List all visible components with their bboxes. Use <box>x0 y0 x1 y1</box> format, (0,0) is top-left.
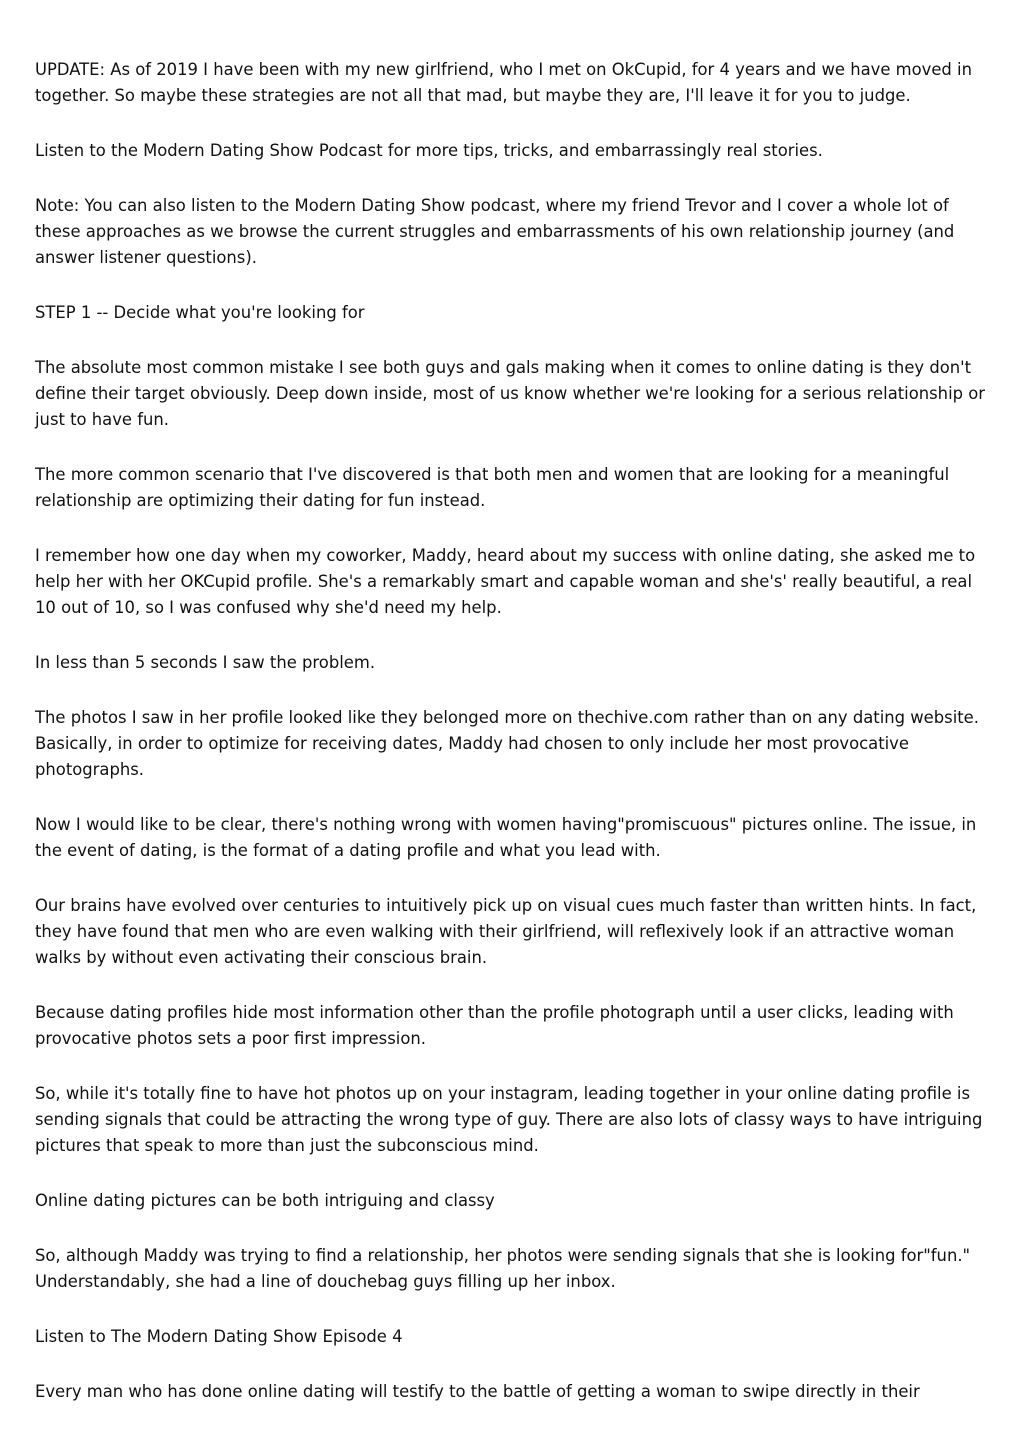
paragraph-brains: Our brains have evolved over centuries to intuitively pick up on visual cues much faster than written hints. In fact, they have found that men who are even walking with their girlfriend, will reflexively look if an attractive woman walks by without even activating their conscious brain. <box>35 896 977 967</box>
paragraph-photos: The photos I saw in her profile looked like they belonged more on thechive.com rather than on any dating website. Basically, in order to optimize for receiving dates, Maddy had chosen to only include her most provocative photographs. <box>35 708 979 779</box>
paragraph-common-scenario: The more common scenario that I've discovered is that both men and women that are looking for a meaningful relationship are optimizing their dating for fun instead. <box>35 465 950 510</box>
paragraph-maddy-inbox: So, although Maddy was trying to find a relationship, her photos were sending signals that she is looking for"fun." Understandably, she had a line of douchebag guys filling up her inbox. <box>35 1246 971 1291</box>
paragraph-maddy-story: I remember how one day when my coworker, Maddy, heard about my success with online dating, she asked me to help her with her OKCupid profile. She's a remarkably smart and capable woman and she's' really beautiful, a real 10 out of 10, so I was confused why she'd need my help. <box>35 546 976 617</box>
paragraph-problem: In less than 5 seconds I saw the problem. <box>35 653 376 672</box>
paragraph-episode-link: Listen to The Modern Dating Show Episode 4 <box>35 1327 403 1346</box>
paragraph-note: Note: You can also listen to the Modern Dating Show podcast, where my friend Trevor and I cover a whole lot of these approaches as we browse the current struggles and embarrassments of his own relationship journey (and answer listener questions). <box>35 196 955 267</box>
paragraph-step-heading: STEP 1 -- Decide what you're looking for <box>35 303 365 322</box>
paragraph-signals: So, while it's totally fine to have hot photos up on your instagram, leading together in your online dating profile is sending signals that could be attracting the wrong type of guy. There are also lots of classy ways to have intriguing pictures that speak to more than just the subconscious mind. <box>35 1084 983 1155</box>
paragraph-podcast-plug: Listen to the Modern Dating Show Podcast for more tips, tricks, and embarrassingly real stories. <box>35 141 823 160</box>
paragraph-caption: Online dating pictures can be both intriguing and classy <box>35 1191 495 1210</box>
document-body <box>35 57 990 1434</box>
paragraph-clarification: Now I would like to be clear, there's nothing wrong with women having"promiscuous" pictures online. The issue, in the event of dating, is the format of a dating profile and what you lead with. <box>35 815 977 860</box>
paragraph-first-impression: Because dating profiles hide most information other than the profile photograph until a user clicks, leading with provocative photos sets a poor first impression. <box>35 1003 954 1048</box>
paragraph-common-mistake: The absolute most common mistake I see both guys and gals making when it comes to online dating is they don't define their target obviously. Deep down inside, most of us know whether we're looking for a serious relationship or just to have fun. <box>35 358 985 429</box>
paragraph-update: UPDATE: As of 2019 I have been with my new girlfriend, who I met on OkCupid, for 4 years and we have moved in together. So maybe these strategies are not all that mad, but maybe they are, I'll leave it for you to judge. <box>35 60 972 105</box>
paragraph-every-man: Every man who has done online dating will testify to the battle of getting a woman to swipe directly in their <box>35 1382 920 1401</box>
